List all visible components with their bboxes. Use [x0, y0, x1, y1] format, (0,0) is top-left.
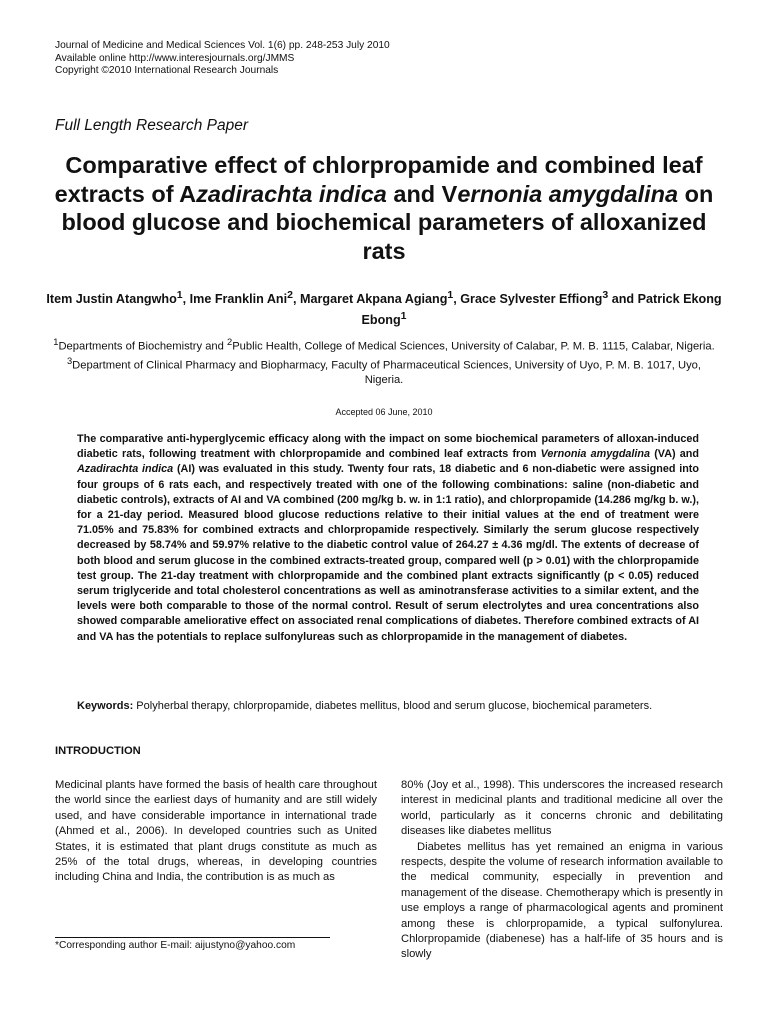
- abstract-species-va: Vernonia amygdalina: [540, 448, 651, 461]
- journal-citation: Journal of Medicine and Medical Sciences Vol. 1(6) pp. 248-253 July 2010: [55, 40, 390, 51]
- accepted-date: Accepted 06 June, 2010: [335, 407, 433, 417]
- keywords-text: Polyherbal therapy, chlorpropamide, diabetes mellitus, blood and serum glucose, biochemical parameters.: [133, 700, 653, 712]
- author-sep: ,: [292, 292, 300, 307]
- title-part: Comparative effect of chlorpropamide and combined leaf extracts of A: [54, 152, 703, 207]
- author-name: Grace Sylvester Effiong: [460, 292, 603, 307]
- section-heading-introduction: INTRODUCTION: [55, 745, 141, 757]
- affil-mark: 2: [226, 337, 233, 347]
- author-list: [40, 287, 728, 329]
- abstract-text: (AI) was evaluated in this study. Twenty four rats, 18 diabetic and 6 non-diabetic were assigned into four groups of 6 rats each, and respectively treated with one of the following combinations: saline (non-diabetic and diabetic controls), extracts of AI and VA combined (200 mg/kg b. w. in 1:1 ratio), and chlorpropamide (14.286 mg/kg b. w.), for a 21-day period. Measured blood glucose reductions relative to their initial values at the end of treatment were 71.05% and 75.83% for combined extracts and chlorpropamide respectively. Similarly the serum glucose respectively decreased by 58.74% and 59.97% relative to the diabetic control value of 264.27 ± 4.36 mg/dl. The extents of decrease of both blood and serum glucose in the combined extracts-treated group, compared well (p > 0.01) with the chlorpropamide test group. The 21-day treatment with chlorpropamide and the combined plant extracts significantly (p < 0.05) reduced serum triglyceride and total cholesterol concentrations as well as aminotransferase activities to a similar extent, and the levels were both comparable to those of the normal control. Result of serum electrolytes and urea concentrations also showed comparable ameliorative effect on associated renal complications of diabetes. Therefore combined extracts of AI and VA has the potentials to replace sulfonylureas such as chlorpropamide in the management of diabetes.: [77, 463, 699, 643]
- title-part: on blood glucose and biochemical parameters of alloxanized rats: [61, 180, 714, 264]
- abstract-text: (VA) and: [650, 448, 699, 461]
- author-name: Item Justin Atangwho: [46, 292, 177, 307]
- intro-left-column: Medicinal plants have formed the basis of health care throughout the world since the earliest days of humanity and are still widely used, and have considerable importance in international trade (Ahmed et al., 2006). In developed countries such as United States, it is estimated that plant drugs constitute as much as 25% of the total drugs, whereas, in developing countries including China and India, the contribution is as much as: [55, 779, 377, 884]
- journal-copyright: Copyright ©2010 International Research Journals: [55, 65, 279, 77]
- abstract: [77, 432, 699, 645]
- keywords-label: Keywords:: [77, 700, 134, 712]
- author-affil-mark: 1: [447, 289, 454, 301]
- paper-type: Full Length Research Paper: [55, 117, 249, 134]
- affil-mark: 1: [53, 337, 59, 347]
- keywords: [77, 699, 699, 715]
- title-species-va: ernonia amygdalina: [457, 180, 679, 207]
- author-sep: ,: [182, 292, 190, 307]
- affiliation-1-2: [50, 335, 718, 354]
- affil-text: Departments of Biochemistry and: [58, 340, 227, 353]
- title-species-ai: zadirachta indica: [196, 180, 387, 207]
- title-part: and V: [386, 180, 458, 207]
- intro-paragraph: Diabetes mellitus has yet remained an enigma in various respects, despite the volume of research information available to the medical community, especially in prevention and management of the disease. Chemotherapy which is presently in use employs a range of pharmacological agents and prominent among these is chlorpropamide, a typical sulfonylurea. Chlorpropamide (diabenese) has a half-life of 35 hours and is slowly: [401, 840, 723, 961]
- author-name: Margaret Akpana Agiang: [299, 292, 448, 307]
- author-affil-mark: 1: [400, 310, 407, 323]
- author-affil-mark: 2: [287, 289, 293, 301]
- affil-text: Public Health, College of Medical Sciences, University of Calabar, P. M. B. 1115, Calabar, Nigeria.: [232, 340, 715, 353]
- affiliation-3: [50, 354, 718, 388]
- affiliations: [50, 335, 718, 388]
- affil-mark: 3: [66, 356, 73, 367]
- author-sep: ,: [453, 292, 461, 307]
- affil-text: Department of Clinical Pharmacy and Biopharmacy, Faculty of Pharmaceutical Sciences, University of Uyo, P. M. B. 1017, Uyo, Nigeria.: [72, 359, 702, 387]
- footnote-rule: [55, 937, 330, 938]
- journal-url[interactable]: Available online http://www.interesjournals.org/JMMS: [55, 52, 295, 64]
- author-affil-mark: 1: [176, 289, 183, 301]
- author-name: Ime Franklin Ani: [189, 292, 288, 307]
- intro-right-column: [401, 778, 723, 963]
- journal-info: [55, 40, 390, 78]
- abstract-text: The comparative anti-hyperglycemic efficacy along with the impact on some biochemical parameters of alloxan-induced diabetic rats, following treatment with chlorpropamide and combined leaf extracts from: [77, 433, 699, 461]
- author-sep: and: [608, 292, 638, 307]
- paper-title: [40, 151, 728, 265]
- author-affil-mark: 3: [602, 289, 609, 301]
- intro-paragraph: 80% (Joy et al., 1998). This underscores the increased research interest in medicinal plants and traditional medicine all over the world, particularly as it concerns chronic and debilitating diseases like diabetes mellitus: [401, 779, 723, 838]
- author-name: Patrick Ekong Ebong: [361, 292, 722, 328]
- corresponding-author-footnote: *Corresponding author E-mail: aijustyno@yahoo.com: [55, 940, 296, 951]
- abstract-species-ai: Azadirachta indica: [77, 463, 174, 476]
